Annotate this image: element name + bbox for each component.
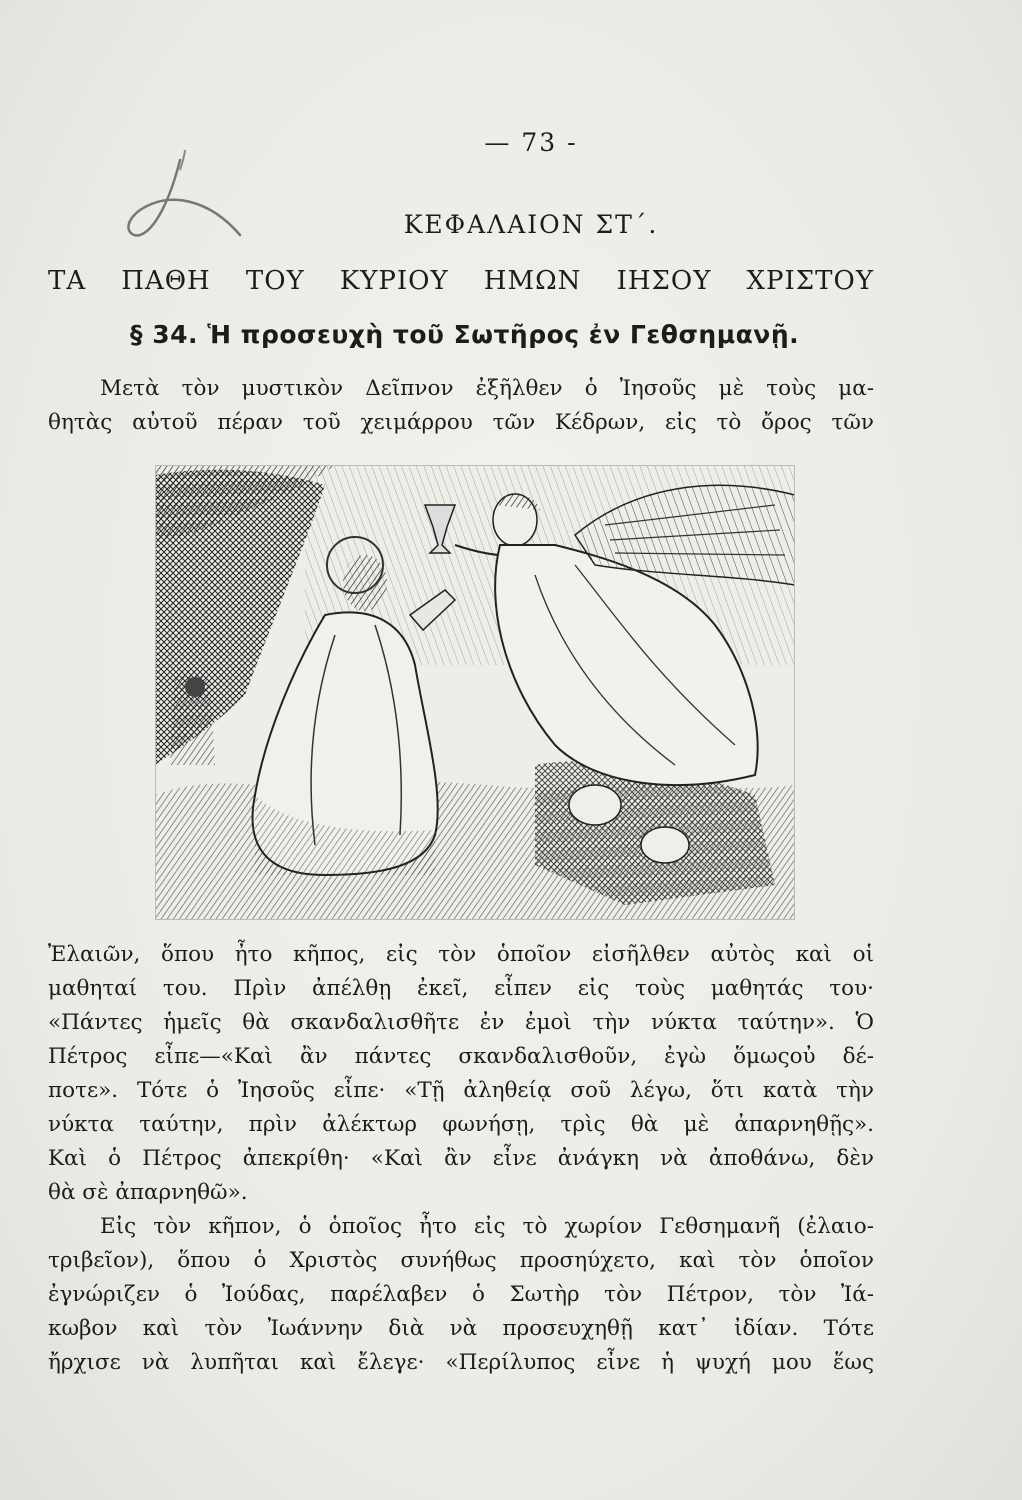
text-line: θὰ σὲ ἀπαρνηθῶ». xyxy=(48,1180,248,1205)
text-line: ἐγνώριζεν ὁ Ἰούδας, παρέλαβεν ὁ Σωτὴρ τὸν Πέτρον, τὸν Ἰά- xyxy=(48,1282,874,1307)
gethsemane-engraving xyxy=(155,465,795,920)
text-line: νύκτα ταύτην, πρὶν ἀλέκτωρ φωνήσῃ, τρὶς θὰ μὲ ἀπαρνηθῇς». xyxy=(48,1112,874,1137)
text-line: τριβεῖον), ὅπου ὁ Χριστὸς συνήθως προσηύχετο, καὶ τὸν ὁποῖον xyxy=(48,1248,874,1273)
chapter-title: ΤΑ ΠΑΘΗ ΤΟΥ ΚΥΡΙΟΥ ΗΜΩΝ ΙΗΣΟΥ ΧΡΙΣΤΟΥ xyxy=(48,266,874,296)
text-line: Μετὰ τὸν μυστικὸν Δεῖπνον ἐξῆλθεν ὁ Ἰησοῦς μὲ τοὺς μα- xyxy=(100,376,874,401)
section-heading: § 34. Ἡ προσευχὴ τοῦ Σωτῆρος ἐν Γεθσημανῇ. xyxy=(130,320,800,349)
text-line: κωβον καὶ τὸν Ἰωάννην διὰ νὰ προσευχηθῇ κατ᾿ ἰδίαν. Τότε xyxy=(48,1316,874,1341)
text-line: «Πάντες ἡμεῖς θὰ σκανδαλισθῆτε ἐν ἐμοὶ τὴν νύκτα ταύτην». Ὁ xyxy=(48,1010,874,1035)
paragraph-garden xyxy=(48,1210,874,1380)
text-line: ποτε». Τότε ὁ Ἰησοῦς εἶπε· «Τῇ ἀληθείᾳ σοῦ λέγω, ὅτι κατὰ τὴν xyxy=(48,1078,874,1103)
text-line: Καὶ ὁ Πέτρος ἀπεκρίθη· «Καὶ ἂν εἶνε ἀνάγκη νὰ ἀποθάνω, δὲν xyxy=(48,1146,874,1171)
text-line: θητὰς αὐτοῦ πέραν τοῦ χειμάρρου τῶν Κέδρων, εἰς τὸ ὄρος τῶν xyxy=(48,410,874,435)
paragraph-intro xyxy=(48,372,874,440)
text-line: Εἰς τὸν κῆπον, ὁ ὁποῖος ἦτο εἰς τὸ χωρίον Γεθσημανῆ (ἐλαιο- xyxy=(100,1214,874,1239)
text-line: Ἐλαιῶν, ὅπου ἦτο κῆπος, εἰς τὸν ὁποῖον εἰσῆλθεν αὐτὸς καὶ οἱ xyxy=(48,942,874,967)
text-line: Πέτρος εἶπε—«Καὶ ἂν πάντες σκανδαλισθοῦν, ἐγὼ ὅμωςοὐ δέ- xyxy=(48,1044,874,1069)
text-line: ἤρχισε νὰ λυπῆται καὶ ἔλεγε· «Περίλυπος εἶνε ἡ ψυχή μου ἕως xyxy=(48,1350,874,1375)
paragraph-olives xyxy=(48,938,874,1210)
page-number: — 73 - xyxy=(484,128,578,157)
chapter-label: ΚΕΦΑΛΑΙΟΝ ΣΤ΄. xyxy=(403,210,659,239)
text-line: μαθηταί του. Πρὶν ἀπέλθῃ ἐκεῖ, εἶπεν εἰς τοὺς μαθητάς του· xyxy=(48,976,874,1001)
